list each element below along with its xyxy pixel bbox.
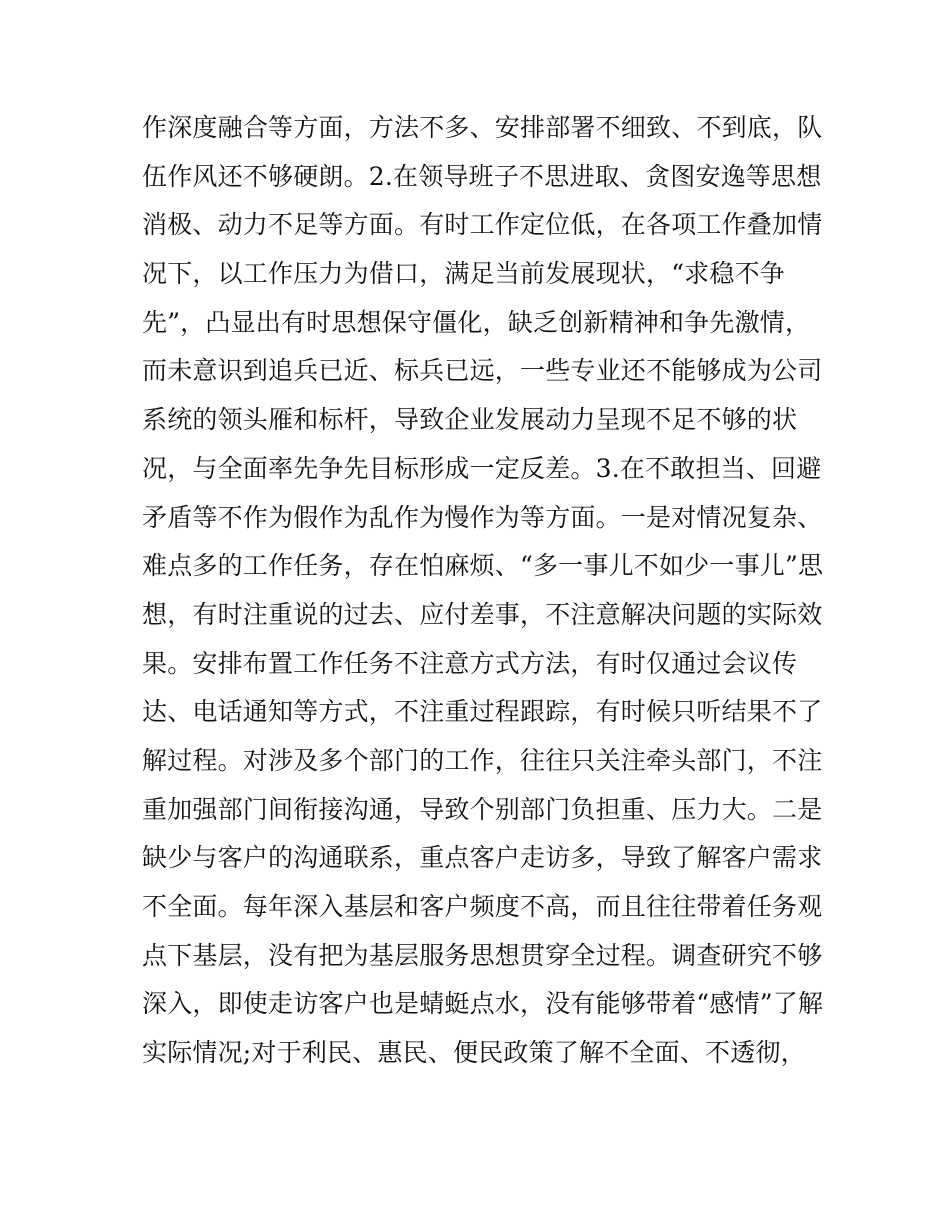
text-line-15: 重加强部门间衔接沟通，导致个别部门负担重、压力大。二是 [142, 794, 823, 824]
text-line-14: 解过程。对涉及多个部门的工作，往往只关注牵头部门，不注 [142, 745, 823, 775]
text-line-1: 作深度融合等方面，方法不多、安排部署不细致、不到底，队 [142, 113, 823, 142]
text-line-6: 而未意识到追兵已近、标兵已远，一些专业还不能够成为公司 [142, 356, 823, 386]
text-line-10: 难点多的工作任务，存在怕麻烦、“多一事儿不如少一事儿”思 [142, 551, 824, 581]
text-line-3: 消极、动力不足等方面。有时工作定位低，在各项工作叠加情 [142, 210, 823, 240]
text-line-17: 不全面。每年深入基层和客户频度不高，而且往往带着任务观 [142, 892, 823, 921]
text-line-20: 实际情况;对于利民、惠民、便民政策了解不全面、不透彻， [142, 1038, 806, 1068]
text-line-13: 达、电话通知等方式，不注重过程跟踪，有时候只听结果不了 [142, 697, 823, 727]
text-line-2: 伍作风还不够硬朗。2.在领导班子不思进取、贪图安逸等思想 [142, 161, 822, 191]
text-line-8: 况，与全面率先争先目标形成一定反差。3.在不敢担当、回避 [142, 453, 822, 483]
text-line-9: 矛盾等不作为假作为乱作为慢作为等方面。一是对情况复杂、 [142, 502, 823, 532]
body-text [142, 104, 822, 1078]
text-line-4: 况下，以工作压力为借口，满足当前发展现状，“求稳不争 [142, 259, 785, 289]
text-line-12: 果。安排布置工作任务不注意方式方法，有时仅通过会议传 [142, 648, 798, 678]
text-line-19: 深入，即使走访客户也是蜻蜓点水，没有能够带着“感情”了解 [142, 989, 824, 1019]
text-line-7: 系统的领头雁和标杆，导致企业发展动力呈现不足不够的状 [142, 405, 798, 435]
text-line-5: 先”，凸显出有时思想保守僵化，缺乏创新精神和争先激情， [142, 307, 811, 337]
text-line-16: 缺少与客户的沟通联系，重点客户走访多，导致了解客户需求 [142, 843, 823, 873]
text-line-11: 想，有时注重说的过去、应付差事，不注意解决问题的实际效 [142, 599, 823, 629]
text-line-18: 点下基层，没有把为基层服务思想贯穿全过程。调查研究不够 [142, 940, 823, 970]
